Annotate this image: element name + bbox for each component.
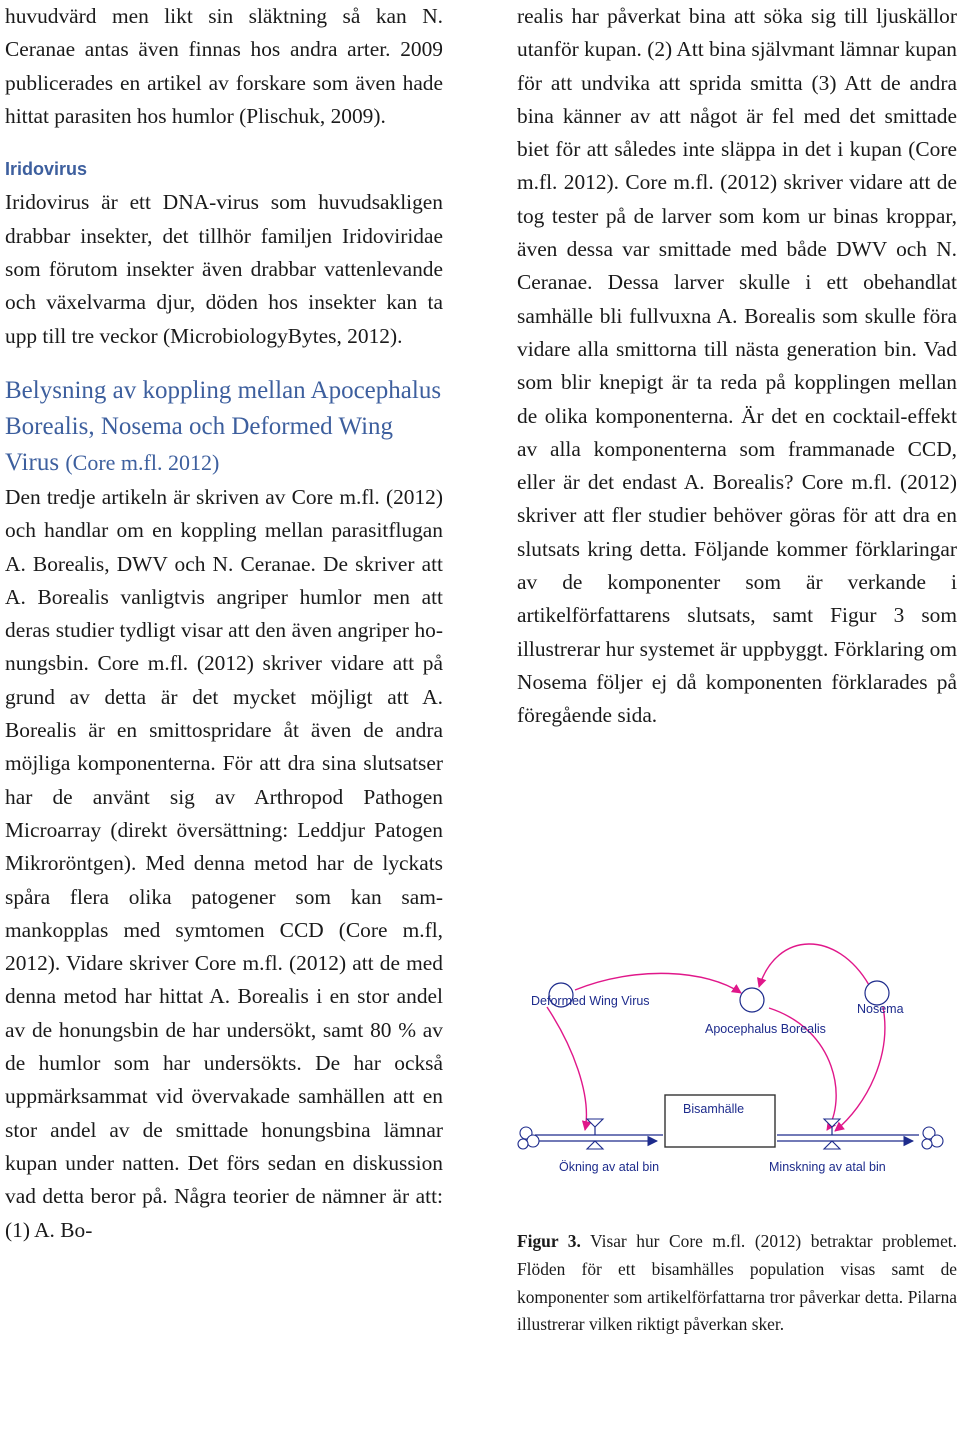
nosema-to-outflow-link	[835, 1007, 885, 1131]
sink-cloud-icon	[922, 1127, 943, 1149]
iridovirus-heading: Iridovirus	[5, 159, 88, 180]
intro-paragraph: huvudvärd men likt sin släktning så kan N. Ceranae antas även finnas hos andra arter. 2009 publicerades en artikel av forskare som även hade hittat parasiten hos humlor (Plischuk, 2009).	[5, 4, 443, 128]
section-heading	[5, 373, 443, 481]
bisamhalle-label: Bisamhälle	[683, 1102, 745, 1116]
dwv-to-inflow-link	[547, 1007, 586, 1130]
apocephalus-node	[740, 988, 764, 1012]
paragraph-spacer	[5, 133, 443, 153]
outflow-valve	[824, 1119, 840, 1149]
stock-flow-diagram	[517, 935, 957, 1195]
iridovirus-paragraph: Iridovirus är ett DNA-virus som huvudsakligen drabbar insekter, det tillhör familjen Iridoviridae som förutom insekter även drabbar vattenlevande och växelvarma djur, döden hos insekter kan ta upp till tre veckor (MicrobiologyBytes, 2012).	[5, 190, 443, 348]
inflow-valve	[587, 1119, 603, 1149]
outflow-label: Minskning av atal bin	[769, 1160, 886, 1174]
dwv-to-apocephalus-link	[575, 973, 741, 993]
section-heading-title: Belysning av koppling mellan Apocephalus Borealis, Nosema och Deformed Wing Virus	[5, 376, 442, 476]
paragraph-spacer	[5, 353, 443, 369]
nosema-label: Nosema	[857, 1002, 904, 1016]
dwv-label: Deformed Wing Virus	[531, 994, 650, 1008]
caption-text: Visar hur Core m.fl. (2012) betraktar problemet. Flöden för ett bisamhälles population visas samt de komponenter som artikelförfattarna tror påverkar detta. Pilarna illustrerar vilken riktigt påverkan sker.	[517, 1231, 957, 1335]
diagram-svg	[517, 935, 957, 1195]
source-cloud-icon	[518, 1127, 539, 1149]
section-paragraph: Den tredje artikeln är skriven av Core m.fl. (2012) och handlar om en koppling mellan parasitflugan A. Borealis, DWV och N. Ceranae. De skriver att A. Borealis vanligtvis angriper humlor men att deras studier tydligt visar att den även angriper honungsbin. Core m.fl. (2012) skriver vidare att på grund av detta är det mycket möjligt att A. Borealis är en smittospridare åt även de andra möjliga komponenterna. För att dra sina slutsatser har de använt sig av Arthropod Pathogen Microarray (direkt översättning: Leddjur Patogen Mikroröntgen). Med denna metod har de lyckats spåra flera olika patogener som kan sammankopplas med symtomen CCD (Core m.fl, 2012). Vidare skriver Core m.fl. (2012) att de med denna metod har hittat A. Borealis i en stor andel av de honungsbin de har undersökt, samt 80 % av de humlor som har undersökts. De har också uppmärksammat vid övervakade samhällen att en stor andel av de smittade honungsbina lämnar kupan under natten. Det förs sedan en diskussion vad detta beror på. Några teorier de nämner är att: (1) A. Bo-	[5, 484, 443, 1242]
inflow-label: Ökning av atal bin	[559, 1160, 660, 1174]
right-column	[517, 0, 957, 733]
caption-label: Figur 3.	[517, 1231, 581, 1251]
figure-caption	[517, 1228, 957, 1339]
right-paragraph: realis har påverkat bina att söka sig till ljuskällor utanför kupan. (2) Att bina självmant lämnar kupan för att undvika att sprida smitta (3) Att de andra bina känner av att något är fel med det smittade biet för att således inte släppa in det i kupan (Core m.fl. 2012). Core m.fl. (2012) skriver vidare att de tog tester på de larver som kom ur binas kroppar, även dessa var smittade med både DWV och N. Ceranae. Dessa larver skulle i ett obehandlat samhälle bli fullvuxna A. Borealis som skulle föra vidare alla smittorna till nästa generation bin. Vad som blir knepigt är ta reda på kopplingen mellan de olika komponenterna. Är det en cocktail-effekt av alla komponenterna som frammanade CCD, eller är det endast A. Borealis? Core m.fl. (2012) skriver att fler studier behöver göras för att dra en slutsats kring detta. Följande kommer förklaringar av de komponenter som är verkande i artikelförfattarens slutsats, samt Figur 3 som illustrerar hur systemet är uppbyggt. Förklaring om Nosema följer ej då komponenten förklarades på föregående sida.	[517, 4, 957, 728]
apocephalus-label: Apocephalus Borealis	[705, 1022, 826, 1036]
nosema-to-apocephalus-link	[759, 944, 869, 987]
section-heading-citation: (Core m.fl. 2012)	[65, 449, 220, 475]
left-column	[5, 0, 443, 1247]
